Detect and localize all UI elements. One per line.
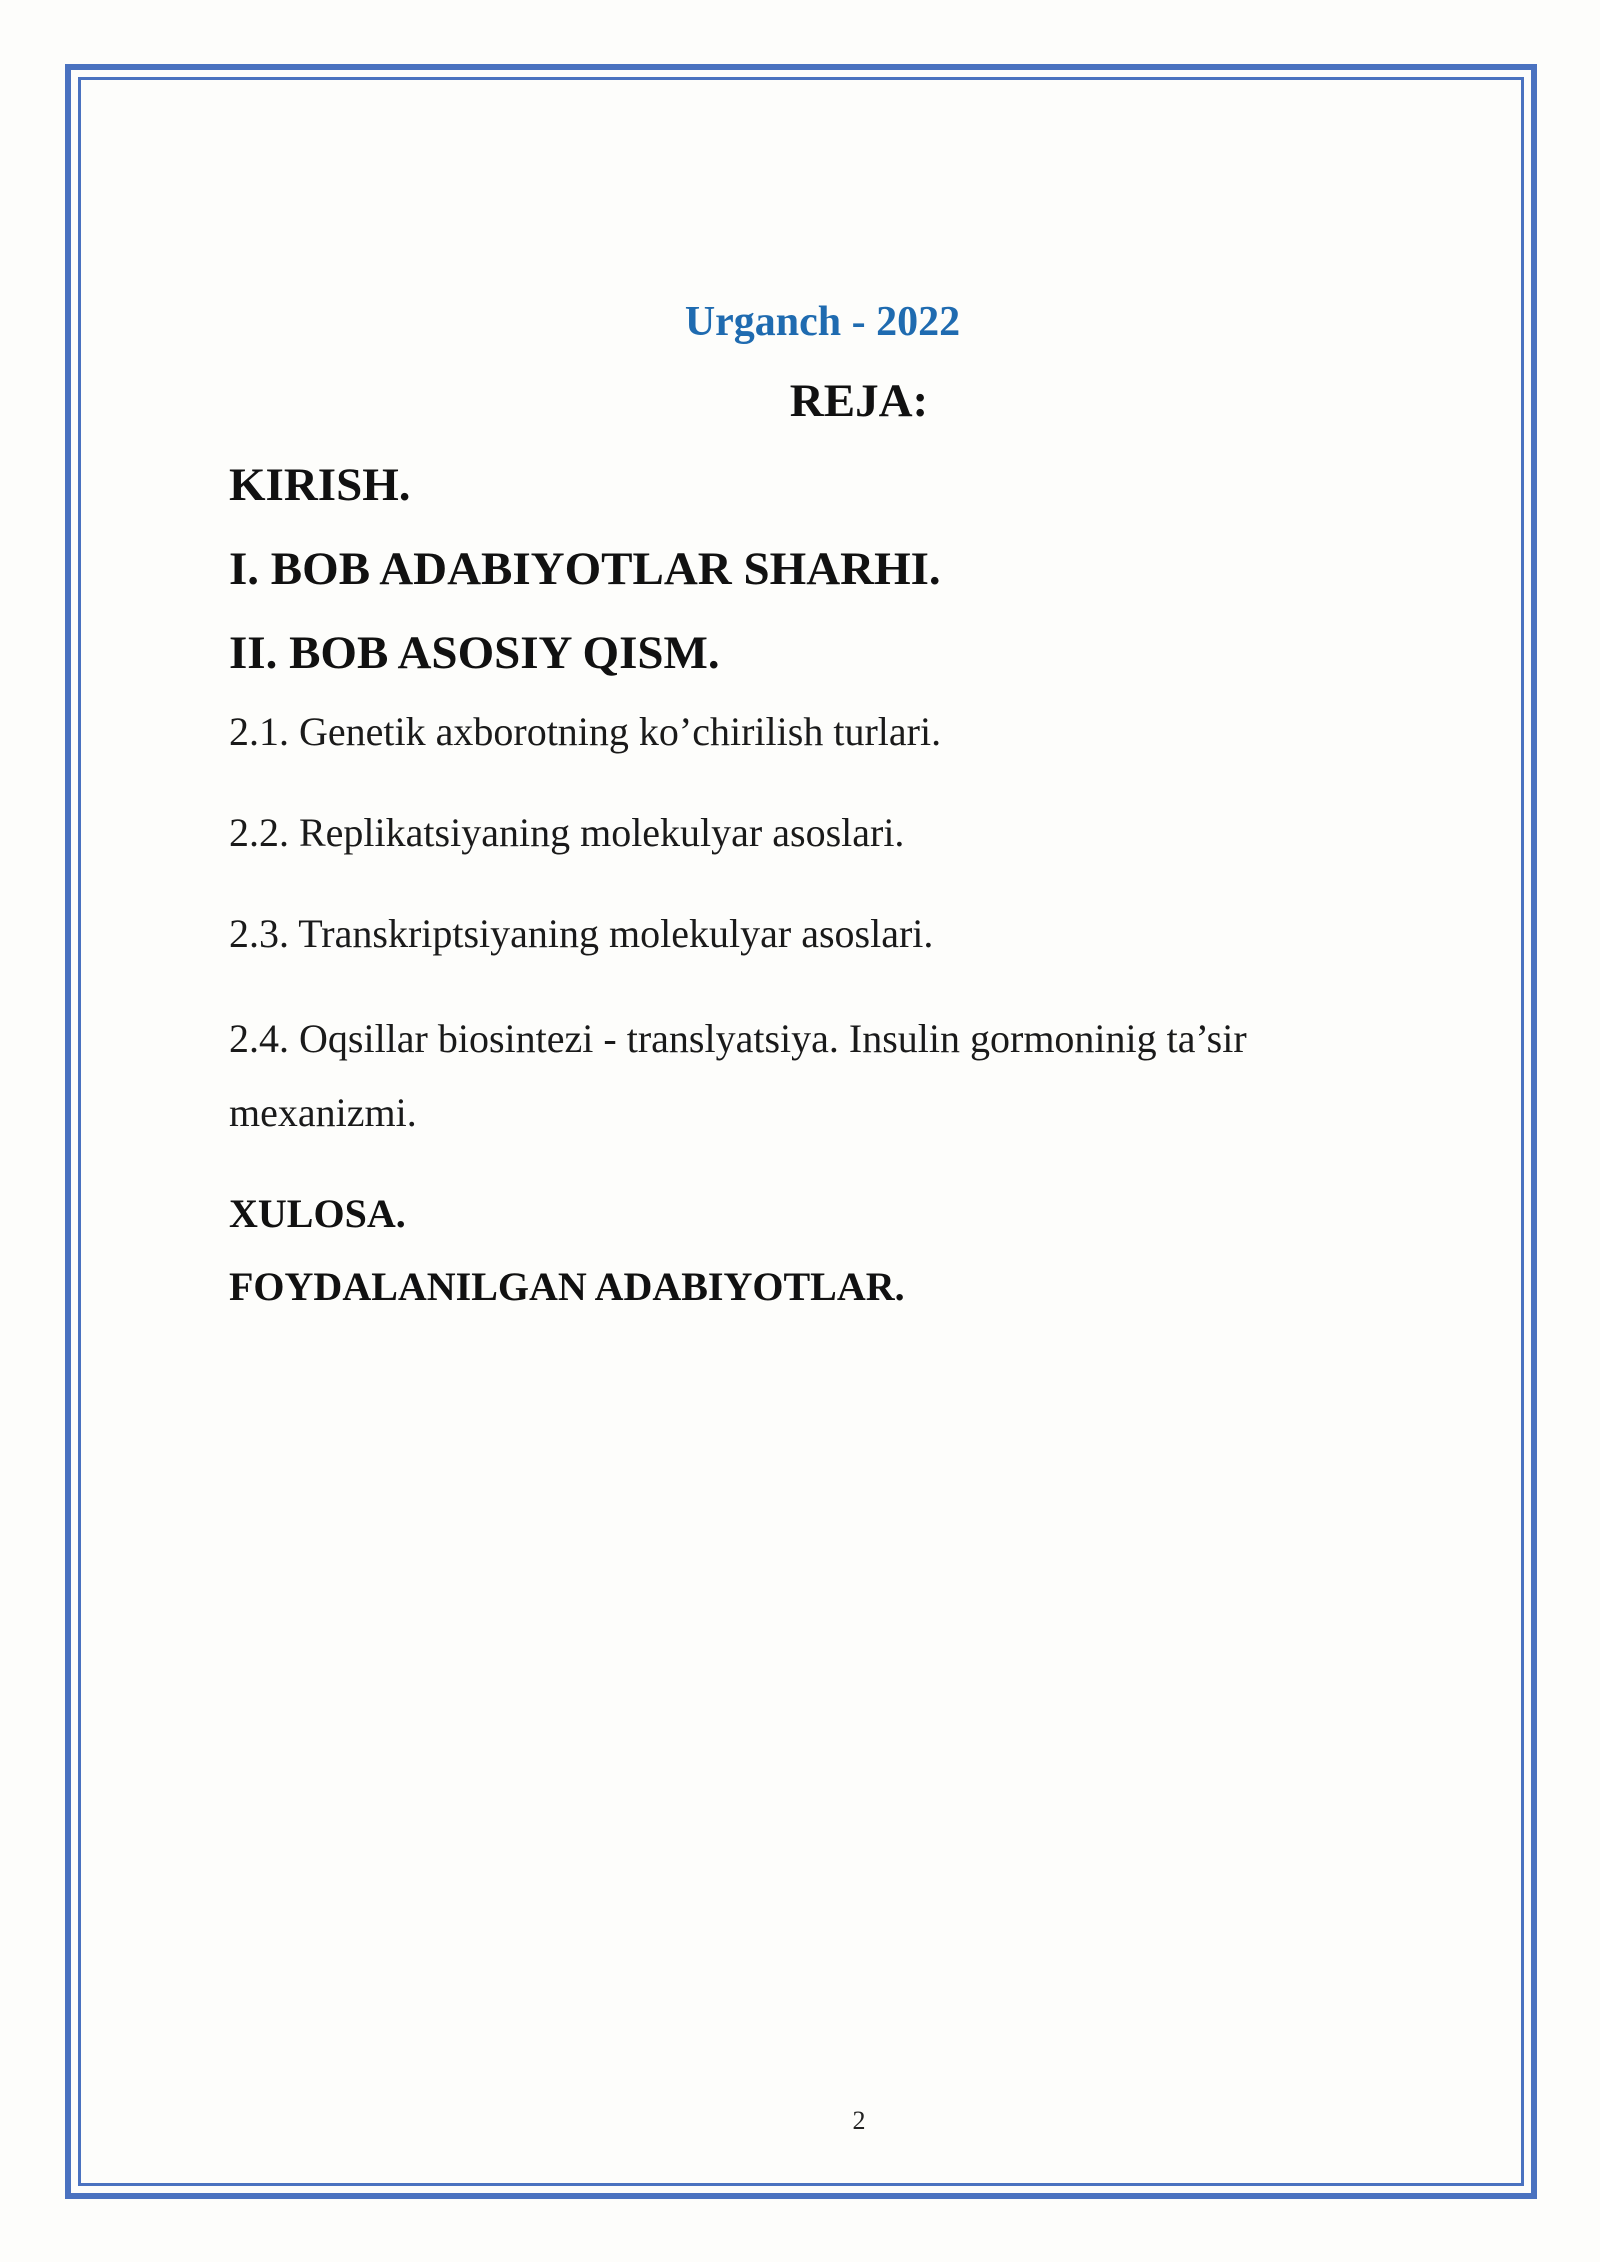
city-year: Urganch - 2022	[684, 299, 961, 345]
plan-title: REJA:	[789, 375, 929, 427]
conclusion-heading: XULOSA.	[229, 1191, 406, 1236]
section-2-4: 2.4. Oqsillar biosintezi - translyatsiya. Insulin gormoninig ta’sir mexanizmi.	[229, 1016, 1247, 1135]
heading-chapter-2: II. BOB ASOSIY QISM.	[229, 627, 720, 679]
page-number: 2	[852, 2106, 866, 2135]
heading-intro: KIRISH.	[229, 459, 411, 511]
section-2-2: 2.2. Replikatsiyaning molekulyar asoslari.	[229, 810, 905, 855]
heading-chapter-1: I. BOB ADABIYOTLAR SHARHI.	[229, 543, 941, 595]
section-2-3: 2.3. Transkriptsiyaning molekulyar asoslari.	[229, 911, 934, 956]
references-heading: FOYDALANILGAN ADABIYOTLAR.	[229, 1264, 905, 1309]
section-2-1: 2.1. Genetik axborotning ko’chirilish turlari.	[229, 709, 942, 754]
